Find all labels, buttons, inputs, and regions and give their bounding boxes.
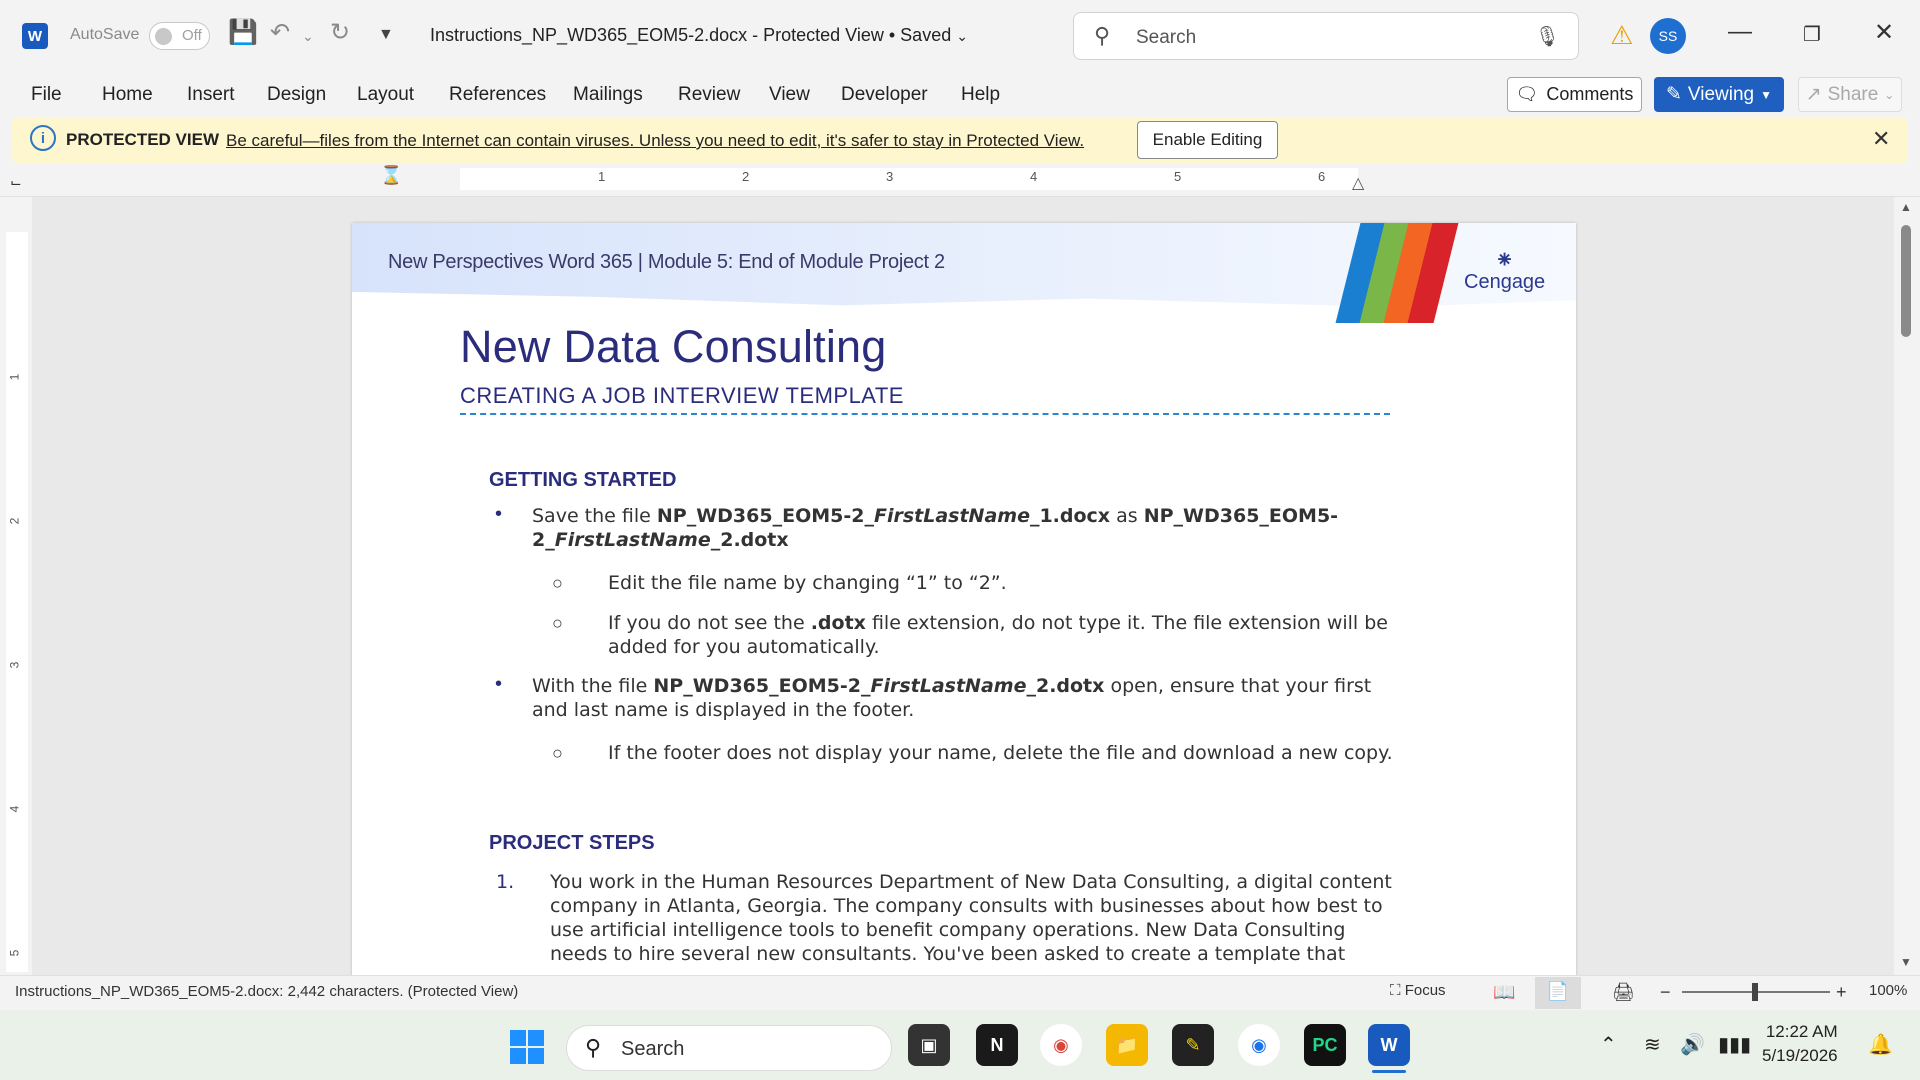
task-view-icon[interactable]: ▣ <box>908 1024 950 1066</box>
restore-button[interactable]: ❐ <box>1803 24 1821 46</box>
sub-bullet: ○ <box>552 613 563 633</box>
enable-editing-button[interactable]: Enable Editing <box>1137 121 1278 159</box>
menu-home[interactable]: Home <box>102 84 153 105</box>
print-layout-icon[interactable]: 📄 <box>1535 977 1581 1009</box>
document-subtitle: CREATING A JOB INTERVIEW TEMPLATE <box>460 383 904 408</box>
avatar[interactable]: SS <box>1650 18 1686 54</box>
protected-view-message-link[interactable]: Be careful—files from the Internet can contain viruses. Unless you need to edit, it's safer to stay in Protected View. <box>226 131 1085 150</box>
document-canvas <box>32 197 1894 975</box>
bullet-text: With the file NP_WD365_EOM5-2_FirstLastName_2.dotx open, ensure that your first and last name is displayed in the footer. <box>532 675 1372 721</box>
section-heading: GETTING STARTED <box>489 469 677 491</box>
scroll-up-icon[interactable]: ▲ <box>1900 200 1912 214</box>
menu-view[interactable]: View <box>769 84 810 105</box>
ruler-number: 1 <box>598 169 606 184</box>
bullet: • <box>495 503 503 525</box>
share-icon: ↗ <box>1805 84 1822 105</box>
focus-icon: ⛶ <box>1390 982 1401 999</box>
battery-icon[interactable]: ▮▮▮ <box>1718 1034 1752 1056</box>
menu-review[interactable]: Review <box>678 84 741 105</box>
customize-toolbar-icon[interactable]: ▼ <box>378 26 394 43</box>
ruler-number: 3 <box>886 169 894 184</box>
save-icon[interactable]: 💾 <box>228 19 258 46</box>
step-number: 1. <box>496 871 515 893</box>
ruler-number: 6 <box>1318 169 1326 184</box>
sub-bullet-text: If you do not see the .dotx file extension, do not type it. The file extension will be added for you automatically. <box>608 612 1388 658</box>
close-button[interactable]: ✕ <box>1873 19 1895 46</box>
wifi-icon[interactable]: ≋ <box>1644 1034 1661 1056</box>
bullet-text: Save the file NP_WD365_EOM5-2_FirstLastName_1.docx as NP_WD365_EOM5- 2_FirstLastName_2.dotx <box>532 505 1339 551</box>
share-button[interactable]: ↗ Share ⌄ <box>1798 77 1902 112</box>
document-title[interactable]: Instructions_NP_WD365_EOM5-2.docx - Protected View • Saved ⌄ <box>430 25 968 45</box>
web-layout-icon[interactable]: 🖨 <box>1612 982 1635 1002</box>
scroll-down-icon[interactable]: ▼ <box>1900 955 1912 969</box>
zoom-level[interactable]: 100% <box>1869 982 1908 999</box>
microphone-icon[interactable]: 🎙 <box>1534 26 1560 48</box>
active-app-indicator <box>1372 1070 1406 1073</box>
menu-mailings[interactable]: Mailings <box>573 84 643 105</box>
sub-bullet-text: If the footer does not display your name, delete the file and download a new copy. <box>608 742 1393 764</box>
sub-bullet-text: Edit the file name by changing “1” to “2”. <box>608 572 1007 594</box>
ruler-text-area <box>460 168 1358 190</box>
chrome-profile-app-icon[interactable]: ◉ <box>1238 1024 1280 1066</box>
bullet: • <box>495 673 503 695</box>
ruler-number: 4 <box>1030 169 1038 184</box>
close-icon[interactable]: ✕ <box>1872 126 1891 151</box>
comments-button[interactable]: 🗨 Comments <box>1507 77 1642 112</box>
file-explorer-icon[interactable]: 📁 <box>1106 1024 1148 1066</box>
pycharm-app-icon[interactable]: PC <box>1304 1024 1346 1066</box>
windows-start-button[interactable] <box>510 1030 544 1064</box>
notion-app-icon[interactable]: N <box>976 1024 1018 1066</box>
dashed-divider <box>460 413 1390 415</box>
word-taskbar-icon[interactable]: W <box>1368 1024 1410 1066</box>
menu-developer[interactable]: Developer <box>841 84 928 105</box>
menu-design[interactable]: Design <box>267 84 327 105</box>
section-heading: PROJECT STEPS <box>489 832 655 854</box>
zoom-slider-thumb[interactable] <box>1752 983 1758 1001</box>
menu-layout[interactable]: Layout <box>357 84 415 105</box>
minimize-button[interactable]: — <box>1728 18 1752 45</box>
sub-bullet: ○ <box>552 573 563 593</box>
menu-help[interactable]: Help <box>961 84 1001 105</box>
vertical-ruler-area <box>6 232 28 972</box>
comment-icon: 🗨 <box>1515 84 1539 104</box>
focus-button[interactable]: ⛶ Focus <box>1390 982 1446 999</box>
zoom-out-icon[interactable]: − <box>1660 982 1671 1002</box>
undo-dropdown-icon[interactable]: ⌄ <box>302 28 314 44</box>
notification-icon[interactable]: 🔔 <box>1868 1034 1893 1056</box>
menu-references[interactable]: References <box>449 84 547 105</box>
viewing-mode-button[interactable]: ✎ Viewing ▼ <box>1654 77 1784 112</box>
shield-info-icon: i <box>30 125 56 151</box>
search-icon: ⚲ <box>1094 23 1111 48</box>
zoom-in-icon[interactable]: + <box>1836 982 1847 1002</box>
read-mode-icon[interactable]: 📖 <box>1493 982 1516 1002</box>
pen-icon: ✎ <box>1665 84 1682 105</box>
autosave-toggle[interactable]: Off <box>149 22 210 50</box>
undo-icon[interactable]: ↶ <box>270 19 291 46</box>
status-info: Instructions_NP_WD365_EOM5-2.docx: 2,442 characters. (Protected View) <box>15 983 519 1000</box>
page-header-text: New Perspectives Word 365 | Module 5: End of Module Project 2 <box>388 251 945 273</box>
redo-icon[interactable]: ↻ <box>330 19 351 46</box>
vruler-number: 2 <box>7 517 22 525</box>
search-icon: ⚲ <box>585 1035 602 1060</box>
autosave-label: AutoSave <box>70 26 140 43</box>
search-box[interactable]: ⚲ Search 🎙 <box>1073 12 1579 60</box>
vruler-number: 1 <box>7 373 22 381</box>
scrollbar-thumb[interactable] <box>1901 225 1911 337</box>
word-app-icon: W <box>22 23 48 49</box>
ruler-number: 2 <box>742 169 750 184</box>
taskbar-search[interactable]: ⚲ Search <box>566 1025 892 1071</box>
document-title: New Data Consulting <box>460 321 887 372</box>
vruler-number: 5 <box>7 949 22 957</box>
warning-icon[interactable]: ⚠ <box>1610 20 1634 50</box>
vruler-number: 4 <box>7 805 22 813</box>
chevron-up-icon[interactable]: ⌃ <box>1600 1034 1617 1056</box>
taskbar <box>0 1010 1920 1080</box>
ruler-number: 5 <box>1174 169 1182 184</box>
chrome-app-icon[interactable]: ◉ <box>1040 1024 1082 1066</box>
menu-file[interactable]: File <box>31 84 62 105</box>
step-text: You work in the Human Resources Department of New Data Consulting, a digital content company in Atlanta, Georgia. The company consults with businesses about how best to use artificial intelligence tools to benefit company operations. New Data Consulting needs to hire several new consultants. You've been asked to create a template that <box>550 871 1392 965</box>
sticky-notes-icon[interactable]: ✎ <box>1172 1024 1214 1066</box>
right-indent-marker-icon[interactable]: △ <box>1352 175 1365 192</box>
menu-insert[interactable]: Insert <box>187 84 235 105</box>
indent-marker-icon[interactable]: ⌛ <box>380 165 403 185</box>
system-clock[interactable]: 12:22 AM 5/19/2026 <box>1762 1022 1838 1065</box>
document-page[interactable] <box>352 223 1576 975</box>
vruler-number: 3 <box>7 661 22 669</box>
protected-view-title: PROTECTED VIEW <box>66 130 220 149</box>
sub-bullet: ○ <box>552 743 563 763</box>
cengage-logo: ⁕ Cengage <box>1464 247 1546 293</box>
tab-selector-icon[interactable]: ⌙ <box>10 174 22 190</box>
volume-icon[interactable]: 🔊 <box>1680 1034 1705 1056</box>
